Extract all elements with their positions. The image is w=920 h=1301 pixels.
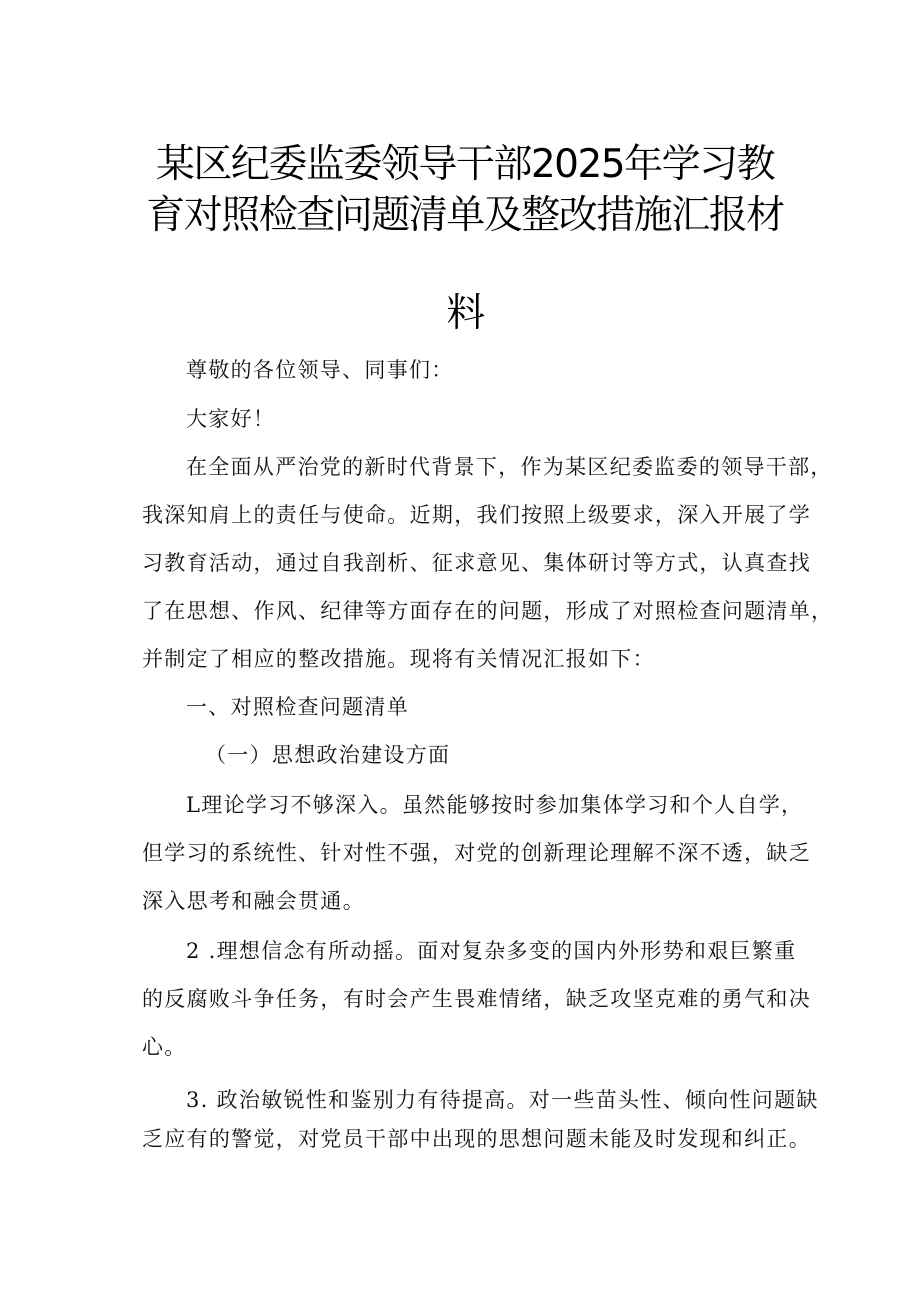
document-title-line-3: 料 xyxy=(446,291,484,336)
intro-line-1: 在全面从严治党的新时代背景下，作为某区纪委监委的领导干部， xyxy=(186,455,833,479)
item3-line-1: 3. 政治敏锐性和鉴别力有待提高。对一些苗头性、倾向性问题缺 xyxy=(186,1088,819,1112)
document-title-line-2: 育对照检查问题清单及整改措施汇报材 xyxy=(146,193,784,238)
intro-line-2: 我深知肩上的责任与使命。近期，我们按照上级要求，深入开展了学 xyxy=(142,503,811,527)
greeting: 尊敬的各位领导、同事们： xyxy=(186,358,454,382)
hello: 大家好！ xyxy=(186,407,276,431)
subsection-heading-1: （一）思想政治建设方面 xyxy=(205,743,451,767)
section-heading-1: 一、对照检查问题清单 xyxy=(186,695,409,719)
item1-line-2: 但学习的系统性、针对性不强，对党的创新理论理解不深不透，缺乏 xyxy=(142,841,811,865)
item1-line-1: L理论学习不够深入。虽然能够按时参加集体学习和个人自学， xyxy=(186,793,804,817)
item2-line-3: 心。 xyxy=(142,1035,187,1059)
intro-line-4: 了在思想、作风、纪律等方面存在的问题，形成了对照检查问题清单， xyxy=(142,599,834,623)
item2-line-2: 的反腐败斗争任务，有时会产生畏难情绪，缺乏攻坚克难的勇气和决 xyxy=(142,987,811,1011)
intro-line-5: 并制定了相应的整改措施。现将有关情况汇报如下： xyxy=(142,647,655,671)
item1-line-3: 深入思考和融会贯通。 xyxy=(142,889,365,913)
item2-line-1: 2 .理想信念有所动摇。面对复杂多变的国内外形势和艰巨繁重 xyxy=(186,939,797,963)
document-title-line-1: 某区纪委监委领导干部2025年学习教 xyxy=(155,142,775,187)
item3-line-2: 乏应有的警觉，对党员干部中出现的思想问题未能及时发现和纠正。 xyxy=(142,1127,811,1151)
intro-line-3: 习教育活动，通过自我剖析、征求意见、集体研讨等方式，认真查找 xyxy=(142,551,811,575)
